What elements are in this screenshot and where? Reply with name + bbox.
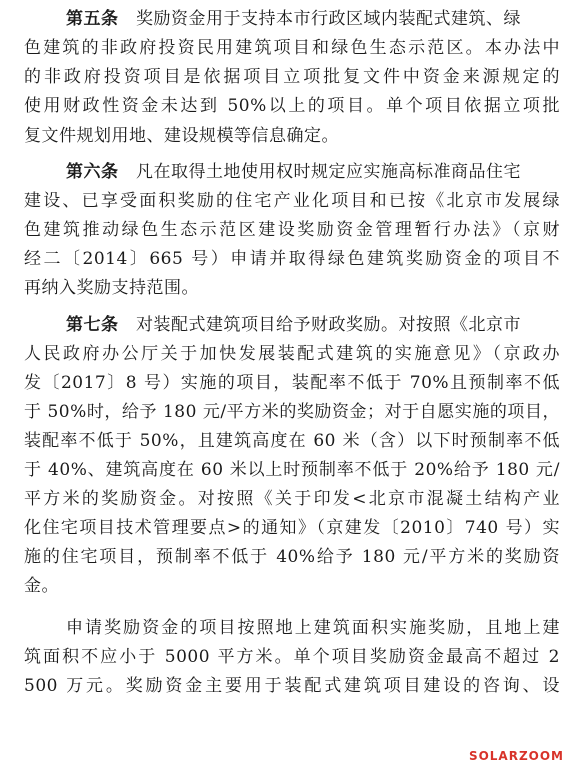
article-7-line-6: 于 40%、建筑高度在 60 米以上时预制率不低于 20%给予 180 元/ bbox=[24, 460, 560, 480]
article-7-line-7: 平方米的奖励资金。对按照《关于印发<北京市混凝土结构产业 bbox=[24, 489, 560, 509]
article-5-line-2: 色建筑的非政府投资民用建筑项目和绿色生态示范区。本办法中 bbox=[24, 38, 560, 58]
article-7-heading: 第七条 bbox=[66, 315, 119, 335]
article-5-line-3: 的非政府投资项目是依据项目立项批复文件中资金来源规定的 bbox=[24, 67, 560, 87]
article-7-line-1: 对装配式建筑项目给予财政奖励。对按照《北京市 bbox=[136, 315, 521, 335]
article-6-line-4: 经二〔2014〕665 号）申请并取得绿色建筑奖励资金的项目不 bbox=[24, 249, 560, 269]
article-5-heading: 第五条 bbox=[66, 9, 119, 29]
article-5-line-4: 使用财政性资金未达到 50%以上的项目。单个项目依据立项批 bbox=[24, 96, 560, 116]
article-7-line-4: 于 50%时，给予 180 元/平方米的奖励资金；对于自愿实施的项目， bbox=[24, 402, 560, 422]
article-6-first-line bbox=[66, 158, 560, 187]
paragraph-line-1: 申请奖励资金的项目按照地上建筑面积实施奖励，且地上建 bbox=[66, 618, 560, 638]
article-5-first-line bbox=[66, 5, 560, 34]
article-5-line-1: 奖励资金用于支持本市行政区域内装配式建筑、绿 bbox=[136, 9, 521, 29]
article-7-line-9: 施的住宅项目，预制率不低于 40%给予 180 元/平方米的奖励资 bbox=[24, 547, 560, 567]
article-6-line-5: 再纳入奖励支持范围。 bbox=[24, 278, 199, 298]
paragraph-line-2: 筑面积不应小于 5000 平方米。单个项目奖励资金最高不超过 2 bbox=[24, 647, 560, 667]
article-6-line-2: 建设、已享受面积奖励的住宅产业化项目和已按《北京市发展绿 bbox=[24, 191, 560, 211]
article-6-heading: 第六条 bbox=[66, 162, 119, 182]
article-6-line-3: 色建筑推动绿色生态示范区建设奖励资金管理暂行办法》（京财 bbox=[24, 220, 560, 240]
article-7-line-10: 金。 bbox=[24, 576, 59, 596]
watermark-logo: SOLARZOOM bbox=[468, 749, 564, 763]
article-7-line-3: 发〔2017〕8 号）实施的项目，装配率不低于 70%且预制率不低 bbox=[24, 373, 560, 393]
article-7-line-2: 人民政府办公厅关于加快发展装配式建筑的实施意见》（京政办 bbox=[24, 344, 560, 364]
article-7-line-5: 装配率不低于 50%，且建筑高度在 60 米（含）以下时预制率不低 bbox=[24, 431, 560, 451]
article-5-line-5: 复文件规划用地、建设规模等信息确定。 bbox=[24, 126, 339, 146]
paragraph-line-3: 500 万元。奖励资金主要用于装配式建筑项目建设的咨询、设 bbox=[24, 676, 560, 696]
article-7-line-8: 化住宅项目技术管理要点>的通知》（京建发〔2010〕740 号）实 bbox=[24, 518, 560, 538]
article-7-first-line bbox=[66, 311, 560, 340]
article-6-line-1: 凡在取得土地使用权时规定应实施高标准商品住宅 bbox=[136, 162, 521, 182]
